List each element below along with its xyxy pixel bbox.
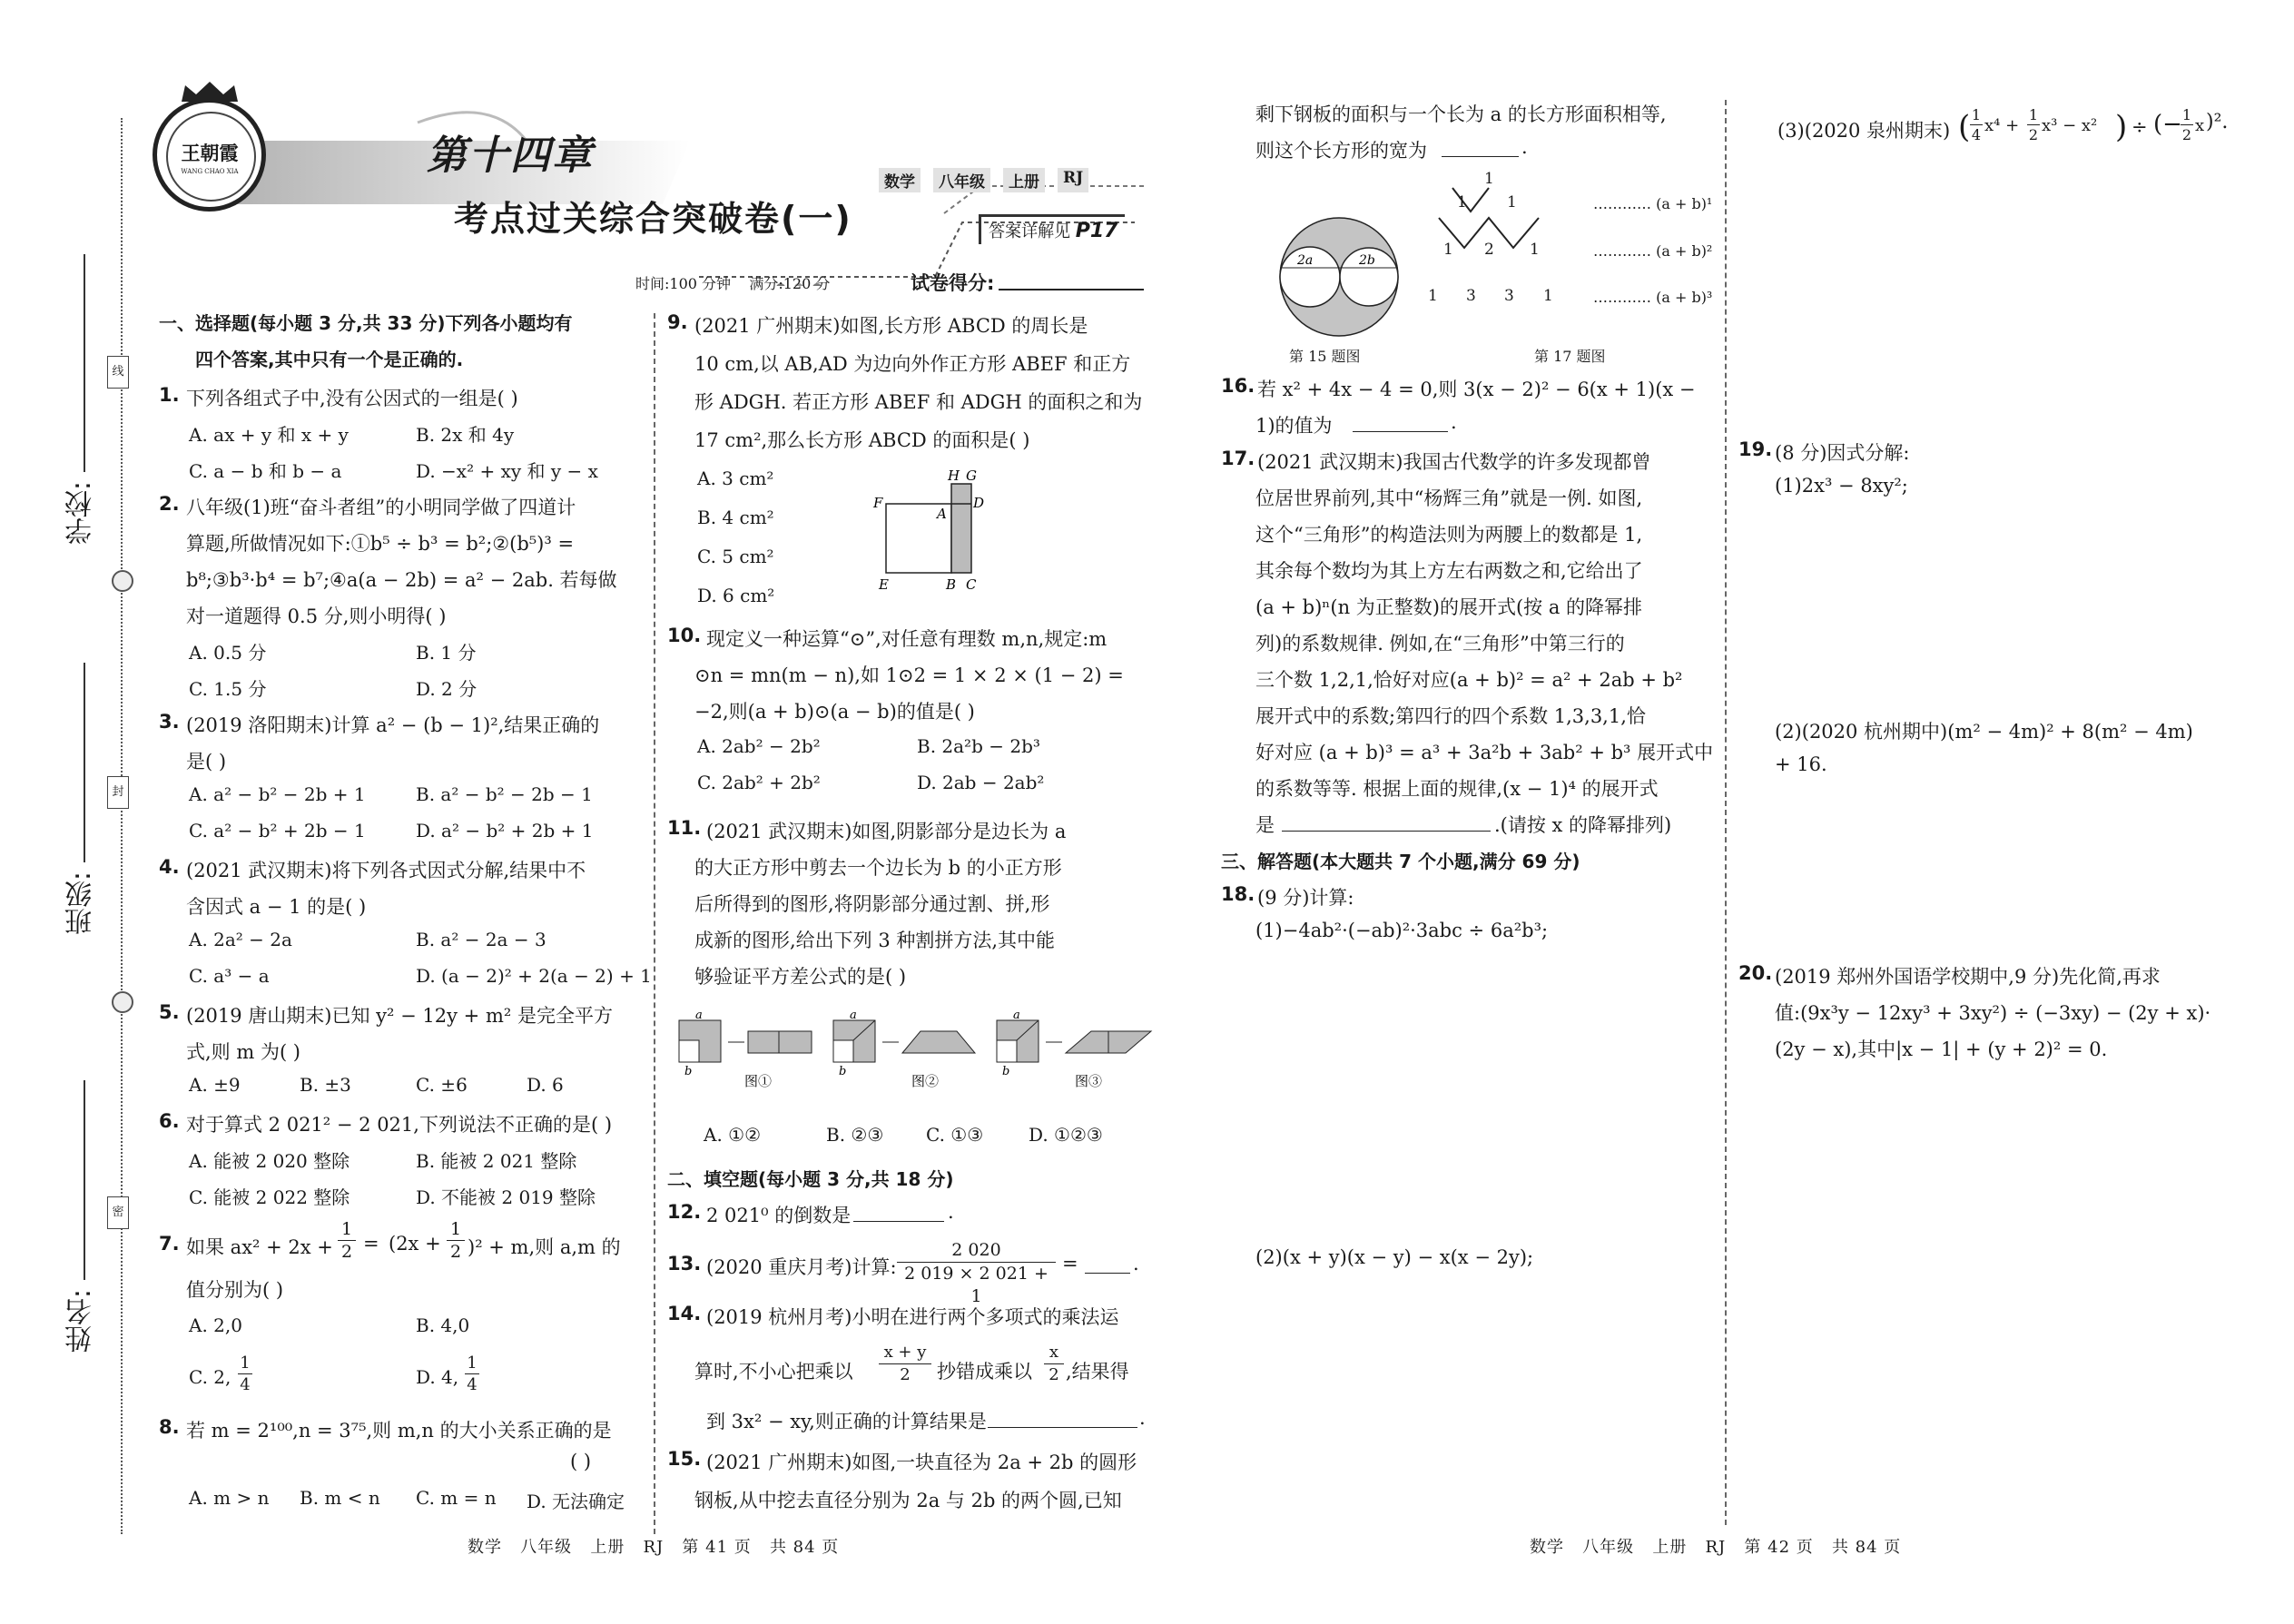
exam-title: 考点过关综合突破卷(一): [454, 199, 852, 239]
seal-mark-1: 线: [107, 356, 129, 389]
q16-line-2: 1)的值为: [1255, 415, 1333, 437]
q9-option-c[interactable]: C. 5 cm²: [697, 546, 774, 567]
q4-option-c[interactable]: C. a³ − a: [189, 965, 270, 987]
q17-line-6: 列)的系数规律. 例如,在“三角形”中第三行的: [1255, 633, 1625, 655]
q4-number: 4.: [159, 856, 180, 878]
school-line: [84, 254, 85, 472]
q3-option-c[interactable]: C. a² − b² + 2b − 1: [189, 820, 366, 842]
q6-option-a[interactable]: A. 能被 2 020 整除: [189, 1150, 350, 1172]
q9-label-c: C: [966, 576, 977, 593]
q13-eq: =: [1062, 1253, 1078, 1275]
q13-end: .: [1133, 1253, 1139, 1275]
q14-fraction-1: x + y 2: [879, 1342, 931, 1386]
q3-number: 3.: [159, 711, 180, 733]
q11-line-2: 的大正方形中剪去一个边长为 b 的小正方形: [694, 857, 1062, 879]
seal-mark-3: 密: [107, 1196, 129, 1229]
q17-line-11b: .(请按 x 的降幂排列): [1494, 814, 1672, 836]
q17-line-5: (a + b)ⁿ(n 为正整数)的展开式(按 a 的降幂排: [1255, 596, 1643, 618]
q1-option-d[interactable]: D. −x² + xy 和 y − x: [416, 460, 598, 482]
q15-line-1: (2021 广州期末)如图,一块直径为 2a + 2b 的圆形: [706, 1452, 1137, 1473]
q4-option-b[interactable]: B. a² − 2a − 3: [416, 929, 546, 950]
svg-text:a: a: [695, 1009, 703, 1022]
q9-line-4: 17 cm²,那么长方形 ABCD 的面积是( ): [694, 429, 1030, 451]
q20-line-3: (2y − x),其中|x − 1| + (y + 2)² = 0.: [1775, 1038, 2108, 1060]
q14-end: .: [1139, 1407, 1146, 1429]
q14-line-2a: 算时,不小心把乘以: [694, 1361, 853, 1383]
q11-option-a[interactable]: A. ①②: [704, 1124, 762, 1146]
q20-line-1: (2019 郑州外国语学校期中,9 分)先化简,再求: [1775, 966, 2161, 988]
footer-right: 数学 八年级 上册 RJ 第 42 页 共 84 页: [1530, 1538, 1902, 1557]
q14-line-2b: 抄错成乘以: [937, 1361, 1032, 1383]
q18-part-2: (2)(x + y)(x − y) − x(x − 2y);: [1255, 1246, 1534, 1268]
q12-number: 12.: [667, 1201, 702, 1223]
q18p3-term-4: (−: [2153, 111, 2182, 138]
q11-figure-1: [679, 1009, 812, 1089]
q11-option-b[interactable]: B. ②③: [826, 1124, 884, 1146]
q7-option-c-fraction: 1 4: [238, 1353, 252, 1395]
answer-ref-page: P17: [1075, 220, 1118, 242]
q15-line-2: 钢板,从中挖去直径分别为 2a 与 2b 的两个圆,已知: [694, 1490, 1122, 1511]
q10-option-c[interactable]: C. 2ab² + 2b²: [697, 772, 821, 793]
q18p3-term-5: x: [2195, 116, 2205, 135]
q10-line-1: 现定义一种运算“⊙”,对任意有理数 m,n,规定:m: [706, 628, 1108, 650]
q9-label-f: F: [873, 495, 883, 511]
q16-line-1: 若 x² + 4x − 4 = 0,则 3(x − 2)² − 6(x + 1)(x −: [1257, 379, 1696, 400]
q3-option-d[interactable]: D. a² − b² + 2b + 1: [416, 820, 594, 842]
hole-1: [112, 570, 133, 592]
q15-end: .: [1521, 136, 1528, 158]
q5-line-2: 式,则 m 为( ): [186, 1041, 300, 1063]
q15-line-4: 则这个长方形的宽为: [1255, 140, 1427, 162]
q8-option-c[interactable]: C. m = n: [416, 1487, 497, 1509]
q19-part-2a: (2)(2020 杭州期中)(m² − 4m)² + 8(m² − 4m): [1775, 721, 2193, 743]
q18p3-fraction-1: 1 4: [1971, 106, 1982, 143]
q11-option-c[interactable]: C. ①③: [926, 1124, 984, 1146]
yh-row-4-3: 3: [1504, 287, 1514, 305]
q7-option-b[interactable]: B. 4,0: [416, 1314, 470, 1336]
yh-row-3-3: 1: [1530, 241, 1540, 259]
q17-line-2: 位居世界前列,其中“杨辉三角”就是一例. 如图,: [1255, 487, 1643, 509]
q3-option-a[interactable]: A. a² − b² − 2b + 1: [189, 783, 366, 805]
q19-part-1: (1)2x³ − 8xy²;: [1775, 475, 1908, 497]
q3-option-b[interactable]: B. a² − b² − 2b − 1: [416, 783, 593, 805]
q7-number: 7.: [159, 1233, 180, 1255]
q18p3-term-1: x⁴ +: [1984, 116, 2020, 135]
q15-figure-caption: 第 15 题图: [1289, 348, 1361, 365]
q11-line-3: 后所得到的图形,将阴影部分通过割、拼,形: [694, 893, 1050, 915]
q3-line-1: (2019 洛阳期末)计算 a² − (b − 1)²,结果正确的: [186, 714, 600, 736]
q6-line-1: 对于算式 2 021² − 2 021,下列说法不正确的是( ): [186, 1114, 613, 1136]
svg-text:图③: 图③: [1075, 1073, 1103, 1089]
q13-fraction: 2 020 2 019 × 2 021 + 1: [897, 1239, 1056, 1308]
svg-text:b: b: [684, 1065, 693, 1078]
q9-option-d[interactable]: D. 6 cm²: [697, 585, 775, 606]
q17-figure-caption: 第 17 题图: [1534, 348, 1606, 365]
meta-tag-volume: 上册: [1003, 168, 1045, 192]
score-label: 试卷得分:: [911, 272, 995, 294]
q7-paren: (2x +: [389, 1233, 441, 1255]
q11-number: 11.: [667, 817, 702, 839]
q7-line-1a: 如果 ax² + 2x +: [186, 1236, 333, 1258]
q8-option-b[interactable]: B. m < n: [300, 1487, 380, 1509]
yh-row-4-1: 1: [1428, 287, 1438, 305]
name-line: [84, 1080, 85, 1280]
footer-left: 数学 八年级 上册 RJ 第 41 页 共 84 页: [468, 1538, 840, 1557]
yh-row-2-1: 1: [1457, 193, 1467, 212]
q18p3-divide: ÷: [2132, 116, 2148, 138]
q1-number: 1.: [159, 384, 180, 406]
q9-label-b: B: [946, 576, 957, 593]
q11-figure-2: [833, 1009, 975, 1089]
score-blank[interactable]: [999, 289, 1144, 290]
q18p3-fraction-2: 1 2: [2028, 106, 2039, 143]
q15-answer-blank[interactable]: [1442, 156, 1519, 157]
name-label: 姓名:: [65, 1289, 97, 1353]
q2-line-1: 八年级(1)班“奋斗者组”的小明同学做了四道计: [186, 497, 576, 518]
q13-answer-blank[interactable]: [1085, 1273, 1130, 1274]
q7-option-d[interactable]: D. 4,: [416, 1366, 459, 1388]
q8-number: 8.: [159, 1416, 180, 1438]
q6-option-d[interactable]: D. 不能被 2 019 整除: [416, 1186, 596, 1208]
q20-number: 20.: [1738, 962, 1773, 984]
q2-line-4: 对一道题得 0.5 分,则小明得( ): [186, 605, 447, 627]
q2-option-b[interactable]: B. 1 分: [416, 642, 477, 664]
q8-paren: ( ): [570, 1451, 592, 1472]
yh-row-3-1: 1: [1443, 241, 1453, 259]
q12-end: .: [948, 1201, 954, 1223]
q11-figures: [672, 1009, 1162, 1109]
q7-line-2: 值分别为( ): [186, 1279, 284, 1301]
q19-number: 19.: [1738, 438, 1773, 460]
yh-row-4-4: 1: [1543, 287, 1553, 305]
q11-option-d[interactable]: D. ①②③: [1029, 1124, 1103, 1146]
q6-option-c[interactable]: C. 能被 2 022 整除: [189, 1186, 350, 1208]
q18p3-term-2: x³ − x²: [2042, 116, 2098, 135]
q20-line-2: 值:(9x³y − 12xy³ + 3xy²) ÷ (−3xy) − (2y + x)·: [1775, 1002, 2211, 1024]
chapter-title: 第十四章: [427, 133, 594, 179]
q15-figure: [1275, 213, 1403, 340]
class-label: 班级:: [65, 871, 97, 936]
q1-text: 下列各组式子中,没有公因式的一组是( ): [186, 388, 518, 409]
q19-part-2-answer-area[interactable]: [1775, 790, 2247, 953]
q8-option-d[interactable]: D. 无法确定: [527, 1491, 625, 1512]
q5-line-1: (2019 唐山期末)已知 y² − 12y + m² 是完全平方: [186, 1005, 613, 1027]
q20-answer-area[interactable]: [1775, 1071, 2247, 1516]
q18-number: 18.: [1221, 883, 1255, 905]
q4-option-d[interactable]: D. (a − 2)² + 2(a − 2) + 1: [416, 965, 652, 987]
q18p3-term-6: )².: [2206, 111, 2229, 133]
meta-tag-edition: RJ: [1058, 168, 1088, 192]
q18-part-1-answer-area[interactable]: [1255, 953, 1691, 1207]
yh-label-3: ………… (a + b)³: [1593, 289, 1713, 306]
q18-part-1: (1)−4ab²·(−ab)²·3abc ÷ 6a²b³;: [1255, 920, 1549, 941]
q15-line-3: 剩下钢板的面积与一个长为 a 的长方形面积相等,: [1255, 103, 1667, 125]
q14-answer-blank[interactable]: [988, 1427, 1137, 1428]
q16-end: .: [1451, 411, 1457, 433]
q9-label-d: D: [973, 495, 985, 511]
answer-ref-label: 答案详解见: [989, 222, 1070, 241]
yh-label-2: ………… (a + b)²: [1593, 242, 1713, 260]
q9-line-1: (2021 广州期末)如图,长方形 ABCD 的周长是: [694, 315, 1088, 337]
q1-option-a[interactable]: A. ax + y 和 x + y: [189, 424, 349, 446]
q14-line-2c: ,结果得: [1066, 1361, 1129, 1383]
q14-line-1: (2019 杭州月考)小明在进行两个多项式的乘法运: [706, 1306, 1119, 1328]
q2-option-d[interactable]: D. 2 分: [416, 678, 478, 700]
q9-option-b[interactable]: B. 4 cm²: [697, 507, 774, 528]
q17-answer-blank[interactable]: [1282, 831, 1491, 832]
q10-option-a[interactable]: A. 2ab² − 2b²: [697, 735, 821, 757]
meta-tag-grade: 八年级: [933, 168, 990, 192]
meta-tags: [879, 168, 1088, 192]
q4-option-a[interactable]: A. 2a² − 2a: [189, 929, 292, 950]
answer-ref-box: [979, 214, 1125, 244]
q18-part-2-answer-area[interactable]: [1255, 1280, 1691, 1525]
q12-text: 2 021⁰ 的倒数是: [706, 1205, 852, 1226]
q19-text: (8 分)因式分解:: [1775, 442, 1910, 464]
logo-text: 王朝霞: [181, 142, 239, 164]
svg-text:b: b: [1002, 1065, 1010, 1078]
q6-number: 6.: [159, 1110, 180, 1132]
class-line: [84, 663, 85, 862]
q14-line-3: 到 3x² − xy,则正确的计算结果是: [706, 1411, 987, 1432]
q11-line-1: (2021 武汉期末)如图,阴影部分是边长为 a: [706, 821, 1067, 842]
section-3-title: 三、解答题(本大题共 7 个小题,满分 69 分): [1221, 851, 1580, 872]
svg-text:a: a: [850, 1009, 857, 1022]
q11-figure-3: [997, 1009, 1151, 1089]
q17-line-3: 这个“三角形”的构造法则为两腰上的数都是 1,: [1255, 524, 1643, 546]
q17-line-8: 展开式中的系数;第四行的四个系数 1,3,3,1,恰: [1255, 705, 1646, 727]
q13-prefix: (2020 重庆月考)计算:: [706, 1256, 897, 1278]
q5-number: 5.: [159, 1001, 180, 1023]
q7-line-1d: )² + m,则 a,m 的: [468, 1236, 621, 1258]
q15-number: 15.: [667, 1448, 702, 1470]
q9-number: 9.: [667, 311, 688, 333]
q14-fraction-2: x 2: [1044, 1342, 1064, 1386]
svg-text:图①: 图①: [744, 1073, 773, 1089]
yh-row-1-1: 1: [1484, 170, 1494, 188]
q9-label-h: H: [948, 468, 960, 484]
seal-mark-2: 封: [107, 776, 129, 809]
q19-part-1-answer-area[interactable]: [1775, 508, 2247, 708]
q9-figure: [871, 468, 1017, 595]
q6-option-b[interactable]: B. 能被 2 021 整除: [416, 1150, 577, 1172]
yh-row-4-2: 3: [1466, 287, 1476, 305]
q7-option-d-fraction: 1 4: [465, 1353, 479, 1395]
q7-option-a[interactable]: A. 2,0: [189, 1314, 242, 1336]
q4-line-1: (2021 武汉期末)将下列各式因式分解,结果中不: [186, 860, 586, 881]
q11-line-4: 成新的图形,给出下列 3 种割拼方法,其中能: [694, 930, 1056, 951]
q5-option-d[interactable]: D. 6: [527, 1074, 564, 1096]
q1-option-b[interactable]: B. 2x 和 4y: [416, 424, 515, 446]
q5-option-b[interactable]: B. ±3: [300, 1074, 351, 1096]
q17-line-10: 的系数等等. 根据上面的规律,(x − 1)⁴ 的展开式: [1255, 778, 1659, 800]
q7-fraction-2: 1 2: [447, 1218, 465, 1263]
q18-part-3-answer-area[interactable]: [1777, 154, 2250, 427]
q17-line-1: (2021 武汉期末)我国古代数学的许多发现都曾: [1257, 451, 1651, 473]
svg-text:2a: 2a: [1297, 253, 1314, 268]
q10-line-3: −2,则(a + b)⊙(a − b)的值是( ): [694, 701, 975, 723]
q17-line-4: 其余每个数均为其上方左右两数之和,它给出了: [1255, 560, 1643, 582]
q2-line-2: 算题,所做情况如下:①b⁵ ÷ b³ = b²;②(b⁵)³ =: [186, 533, 575, 555]
q17-line-11a: 是: [1255, 814, 1275, 836]
q10-line-2: ⊙n = mn(m − n),如 1⊙2 = 1 × 2 × (1 − 2) =: [694, 664, 1124, 686]
q10-number: 10.: [667, 625, 702, 646]
q1-option-c[interactable]: C. a − b 和 b − a: [189, 460, 342, 482]
q7-fraction-1: 1 2: [338, 1218, 356, 1263]
time-info: 时间:100 分钟 满分:120 分: [635, 275, 831, 292]
q17-line-7: 三个数 1,2,1,恰好对应(a + b)² = a² + 2ab + b²: [1255, 669, 1683, 691]
q8-line-1: 若 m = 2¹⁰⁰,n = 3⁷⁵,则 m,n 的大小关系正确的是: [186, 1420, 612, 1442]
q8-option-a[interactable]: A. m > n: [189, 1487, 270, 1509]
school-label: 学校:: [65, 481, 97, 546]
q9-line-2: 10 cm,以 AB,AD 为边向外作正方形 ABEF 和正方: [694, 353, 1131, 375]
logo-subtext: WANG CHAO XIA: [181, 168, 239, 175]
yh-row-2-2: 1: [1507, 193, 1517, 212]
q9-label-e: E: [879, 576, 889, 593]
q2-number: 2.: [159, 493, 180, 515]
q18p3-fraction-3: 1 2: [2181, 106, 2192, 143]
q10-option-b[interactable]: B. 2a²b − 2b³: [917, 735, 1040, 757]
q5-option-c[interactable]: C. ±6: [416, 1074, 468, 1096]
q4-line-2: 含因式 a − 1 的是( ): [186, 896, 367, 918]
q13-number: 13.: [667, 1253, 702, 1275]
q7-eq: =: [363, 1233, 379, 1255]
column-divider-1: [654, 313, 655, 1534]
q9-option-a[interactable]: A. 3 cm²: [697, 468, 774, 489]
yh-label-1: ………… (a + b)¹: [1593, 195, 1713, 212]
logo: [153, 98, 266, 212]
q7-option-c[interactable]: C. 2,: [189, 1366, 231, 1388]
q19-part-2b: + 16.: [1775, 753, 1827, 775]
q10-option-d[interactable]: D. 2ab − 2ab²: [917, 772, 1045, 793]
q14-number: 14.: [667, 1303, 702, 1324]
q17-line-9: 好对应 (a + b)³ = a³ + 3a²b + 3ab² + b³ 展开式中: [1255, 742, 1714, 763]
q2-line-3: b⁸;③b³·b⁴ = b⁷;④a(a − 2b) = a² − 2ab. 若每做: [186, 569, 617, 591]
q2-option-c[interactable]: C. 1.5 分: [189, 678, 267, 700]
section-1-title: 一、选择题(每小题 3 分,共 33 分)下列各小题均有: [159, 312, 573, 334]
q16-answer-blank[interactable]: [1353, 431, 1448, 432]
q12-answer-blank[interactable]: [853, 1221, 944, 1222]
binding-line: [121, 118, 123, 1534]
svg-text:2b: 2b: [1359, 253, 1375, 268]
q11-line-5: 够验证平方差公式的是( ): [694, 966, 907, 988]
hole-2: [112, 991, 133, 1013]
q3-line-2: 是( ): [186, 751, 227, 773]
section-2-title: 二、填空题(每小题 3 分,共 18 分): [667, 1168, 954, 1190]
q9-label-a: A: [937, 506, 947, 522]
q17-number: 17.: [1221, 448, 1255, 469]
q16-number: 16.: [1221, 375, 1255, 397]
column-divider-3: [1725, 100, 1727, 1525]
yh-row-3-2: 2: [1484, 241, 1494, 259]
q18p3-prefix: (3)(2020 泉州期末): [1777, 120, 1951, 142]
q9-line-3: 形 ADGH. 若正方形 ABEF 和 ADGH 的面积之和为: [694, 391, 1143, 413]
q18p3-paren-close: ): [2115, 109, 2128, 145]
section-1-subtitle: 四个答案,其中只有一个是正确的.: [195, 349, 464, 370]
q18-text: (9 分)计算:: [1257, 887, 1354, 909]
q5-option-a[interactable]: A. ±9: [189, 1074, 241, 1096]
q2-option-a[interactable]: A. 0.5 分: [189, 642, 267, 664]
svg-text:图②: 图②: [911, 1073, 940, 1089]
svg-text:b: b: [839, 1065, 847, 1078]
svg-text:a: a: [1013, 1009, 1020, 1022]
crown-icon: [178, 80, 241, 103]
meta-tag-subject: 数学: [879, 168, 921, 192]
q18p3-paren-open: (: [1958, 109, 1971, 145]
q9-label-g: G: [966, 468, 977, 484]
